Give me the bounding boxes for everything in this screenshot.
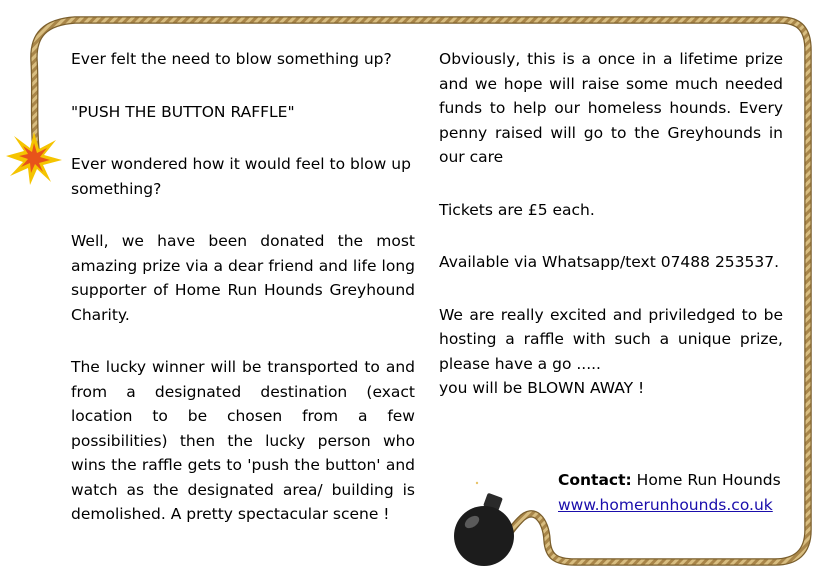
contact-name: Home Run Hounds bbox=[636, 471, 781, 489]
right-column bbox=[439, 47, 783, 401]
bomb-icon bbox=[454, 493, 514, 566]
donation-text: Well, we have been donated the most amazing prize via a dear friend and life long supporter of Home Run Hounds Greyhound Charity. bbox=[71, 232, 415, 324]
left-column bbox=[71, 47, 415, 555]
availability-text: Available via Whatsapp/text 07488 253537. bbox=[439, 253, 780, 271]
ticket-price: Tickets are £5 each. bbox=[439, 200, 595, 219]
fundraising-text: Obviously, this is a once in a lifetime prize and we hope will raise some much needed funds to help our homeless hounds. Every penny raised will go to the Greyhounds in our care bbox=[439, 50, 783, 166]
excited-text: We are really excited and priviledged to be hosting a raffle with such a unique prize, please have a go ..... bbox=[439, 305, 783, 373]
wonder-text: Ever wondered how it would feel to blow up something? bbox=[71, 155, 411, 198]
contact-block bbox=[558, 468, 781, 517]
contact-label: Contact: bbox=[558, 471, 632, 489]
spark-icon bbox=[6, 132, 62, 185]
website-link[interactable]: www.homerunhounds.co.uk bbox=[558, 495, 773, 514]
blown-away-text: you will be BLOWN AWAY ! bbox=[439, 379, 645, 397]
raffle-title: "PUSH THE BUTTON RAFFLE" bbox=[71, 102, 295, 121]
intro-question: Ever felt the need to blow something up? bbox=[71, 50, 392, 68]
prize-description: The lucky winner will be transported to and from a designated destination (exact location to be chosen from a few possibilities) then the lucky person who wins the raffle gets to 'push the button' and watch as the designated area/ building is demolished. A pretty spectacular scene ! bbox=[71, 358, 415, 523]
